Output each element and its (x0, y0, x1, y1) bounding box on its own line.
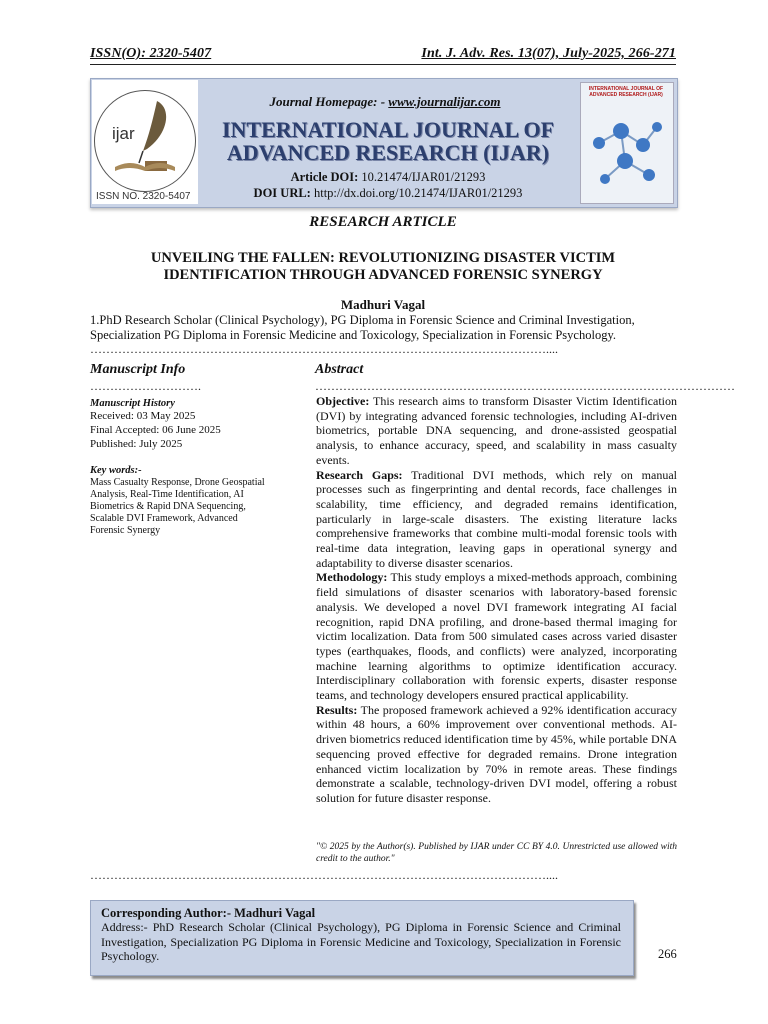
paper-title (110, 250, 656, 284)
journal-cover-image (580, 82, 674, 204)
doi-url-label: DOI URL: (253, 186, 311, 200)
objective-text: This research aims to transform Disaster Victim Identification (DVI) by integrating advanced forensic technologies, including AI-driven biometrics, portable DNA sequencing, and drone-assisted geospatial analysis, to enhance accuracy, speed, and scalability in mass casualty events. (316, 394, 677, 467)
abstract-dots: …………………………………………………………………………………………… (315, 379, 735, 393)
dotted-separator: …………………………………………………………………………………………………….... (90, 342, 558, 356)
methodology-text: This study employs a mixed-methods approach, combining field simulations of disaster scenarios with laboratory-based forensic analysis. We developed a novel DVI framework integrating AI facial recognition, rapid DNA profiling, and drone-based thermal imaging for victim localization. Data from 500 simulated cases across varied disaster types (earthquakes, floods, and conflicts) were analyzed, incorporating machine learning algorithms to optimize identification accuracy. Interdisciplinary collaboration with forensic experts, disaster response teams, and technology developers ensured practical applicability. (316, 570, 677, 703)
dotted-separator-bottom: …………………………………………………………………………………………………….... (90, 868, 558, 882)
keywords-label: Key words:- (90, 465, 142, 476)
article-doi-value[interactable]: 10.21474/IJAR01/21293 (361, 170, 486, 184)
manuscript-history-label: Manuscript History (90, 398, 175, 409)
journal-title-line2: ADVANCED RESEARCH (IJAR) (226, 140, 550, 165)
article-doi-label: Article DOI: (290, 170, 359, 184)
journal-title-line1: INTERNATIONAL JOURNAL OF (221, 117, 555, 142)
manuscript-info-heading: Manuscript Info (90, 362, 186, 377)
manuscript-info-dots: ………………………. (90, 379, 201, 393)
doi-url (200, 186, 576, 201)
page-number: 266 (658, 947, 677, 961)
author-name: Madhuri Vagal (340, 297, 426, 312)
journal-logo (94, 90, 196, 192)
results-label: Results: (316, 702, 358, 717)
molecule-icon (581, 83, 673, 203)
cover-title: INTERNATIONAL JOURNAL OF ADVANCED RESEARCH (IJAR) (588, 86, 664, 98)
abstract-results (316, 703, 677, 806)
gaps-label: Research Gaps: (316, 467, 403, 482)
abstract-objective (316, 394, 677, 468)
author-affiliation: 1.PhD Research Scholar (Clinical Psychology), PG Diploma in Forensic Science and Criminal Investigation, Specialization PG Diploma in Forensic Medicine and Toxicology, Specialization in Forensic Psychology. (90, 313, 635, 342)
received-date: Received: 03 May 2025 (90, 410, 196, 422)
corresponding-author-heading: Corresponding Author:- Madhuri Vagal (101, 906, 316, 920)
keywords-list: Mass Casualty Response, Drone Geospatial Analysis, Real-Time Identification, AI Biometrics & Rapid DNA Sequencing, Scalable DVI Framework, Advanced Forensic Synergy (90, 477, 265, 536)
abstract-heading: Abstract (315, 362, 364, 377)
abstract-body (316, 394, 677, 806)
methodology-label: Methodology: (316, 570, 388, 585)
header-rule (90, 64, 676, 65)
citation-header: Int. J. Adv. Res. 13(07), July-2025, 266-271 (421, 46, 676, 61)
paper-title-line1: UNVEILING THE FALLEN: REVOLUTIONIZING DISASTER VICTIM (150, 250, 616, 266)
paper-title-line2: IDENTIFICATION THROUGH ADVANCED FORENSIC SYNERGY (163, 267, 603, 283)
journal-title (200, 118, 576, 164)
article-type: RESEARCH ARTICLE (309, 214, 457, 230)
issn-header: ISSN(O): 2320-5407 (90, 46, 212, 61)
gaps-text: Traditional DVI methods, which rely on manual processes such as fingerprinting and dental records, face challenges in scalability, time efficiency, and degraded remains identification, particularly in large-scale disasters. The existing literature lacks comprehensive frameworks that combine multi-modal forensic tools with real-time data integration, leaving gaps in operational synergy and adaptability to diverse disaster scenarios. (316, 467, 677, 570)
homepage-link[interactable]: www.journalijar.com (388, 94, 501, 109)
abstract-gaps (316, 468, 677, 571)
accepted-date: Final Accepted: 06 June 2025 (90, 424, 221, 436)
copyright-notice: "© 2025 by the Author(s). Published by IJAR under CC BY 4.0. Unrestricted use allowed with credit to the author." (316, 842, 677, 864)
published-date: Published: July 2025 (90, 438, 183, 450)
objective-label: Objective: (316, 394, 370, 408)
doi-url-value[interactable]: http://dx.doi.org/10.21474/IJAR01/21293 (313, 186, 523, 200)
article-doi (200, 170, 576, 185)
corresponding-author-address: Address:- PhD Research Scholar (Clinical Psychology), PG Diploma in Forensic Science and Criminal Investigation, Specialization PG Diploma in Forensic Medicine and Toxicology, Specialization in Forensic Psychology. (101, 920, 621, 963)
journal-homepage (200, 94, 570, 110)
abstract-methodology (316, 570, 677, 702)
logo-wordmark: ijar (112, 124, 135, 143)
homepage-label: Journal Homepage: - (269, 94, 386, 109)
logo-issn: ISSN NO. 2320-5407 (96, 191, 191, 202)
results-text: The proposed framework achieved a 92% identification accuracy within 48 hours, a 60% improvement over conventional methods. AI-driven biometrics reduced identification time by 45%, while portable DNA sequencing proved effective for degraded remains. Drone integration enhanced victim localization by 70% in remote areas. These findings demonstrate a scalable, technology-driven DVI model, offering a robust solution for future disaster response. (316, 702, 677, 805)
quill-icon (95, 91, 195, 191)
